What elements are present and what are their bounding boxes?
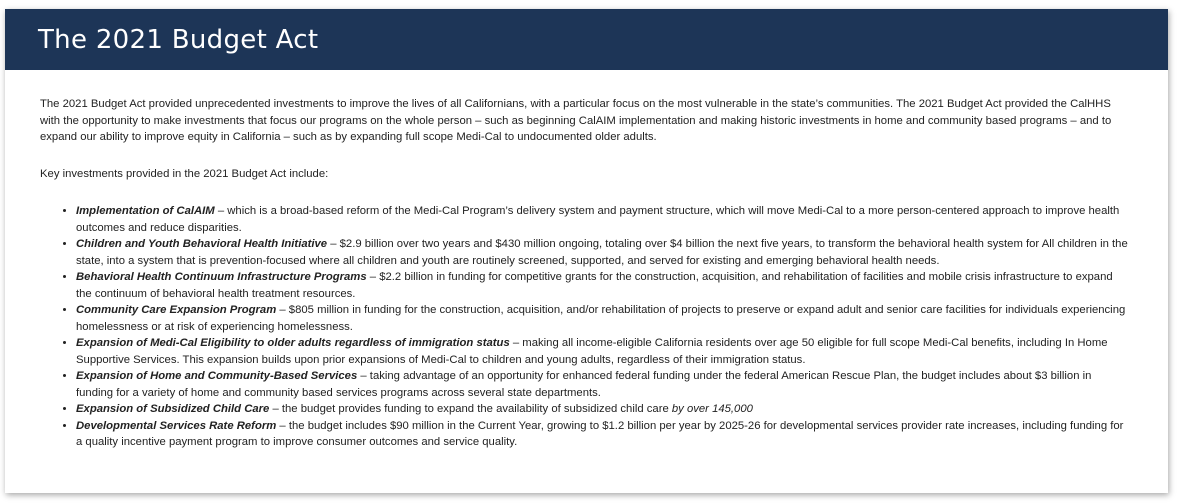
list-item xyxy=(76,401,1128,418)
investment-term: Expansion of Subsidized Child Care xyxy=(76,403,270,415)
investments-list xyxy=(40,203,1128,451)
panel-content xyxy=(5,70,1168,451)
panel-header xyxy=(5,9,1168,70)
investment-text: – $2.2 billion in funding for competitive grants for the construction, acquisition, and rehabilitation of facilities and mobile crisis infrastructure to expand the continuum of behavioral health treatment resources. xyxy=(76,271,1113,300)
investment-text: – which is a broad-based reform of the Medi-Cal Program’s delivery system and payment structure, which will move Medi-Cal to a more person-centered approach to improve health outcomes and reduce disparities. xyxy=(76,205,1120,234)
investment-term: Children and Youth Behavioral Health Initiative xyxy=(76,238,328,250)
list-item xyxy=(76,418,1128,451)
budget-act-panel xyxy=(5,9,1168,493)
list-item xyxy=(76,335,1128,368)
investment-text: – the budget provides funding to expand the availability of subsidized child care xyxy=(269,403,672,415)
list-item xyxy=(76,269,1128,302)
investment-text: – the budget includes $90 million in the Current Year, growing to $1.2 billion per year by 2025-26 for developmental services provider rate increases, including funding for a quality incentive payment program to improve consumer outcomes and service quality. xyxy=(76,419,1124,448)
investment-term: Expansion of Medi-Cal Eligibility to older adults regardless of immigration status xyxy=(76,337,510,349)
investments-lead: Key investments provided in the 2021 Budget Act include: xyxy=(40,167,329,180)
investment-term: Behavioral Health Continuum Infrastructure Programs xyxy=(76,271,367,283)
page-title: The 2021 Budget Act xyxy=(38,24,319,55)
investment-emphasis: by over 145,000 xyxy=(671,403,753,415)
investment-text: – making all income-eligible California residents over age 50 eligible for full scope Medi-Cal benefits, including In Home Supportive Services. This expansion builds upon prior expansions of Medi-Cal to children and young adults, regardless of their immigration status. xyxy=(76,337,1108,366)
intro-paragraph: The 2021 Budget Act provided unprecedented investments to improve the lives of all Californians, with a particular focus on the most vulnerable in the state’s communities. The 2021 Budget Act provided the CalHHS with the opportunity to make investments that focus our programs on the whole person – such as beginning CalAIM implementation and making historic investments in home and community based programs – and to expand our ability to improve equity in California – such as by expanding full scope Medi-Cal to undocumented older adults. xyxy=(40,98,1112,143)
list-item xyxy=(76,203,1128,236)
investment-term: Implementation of CalAIM xyxy=(76,205,215,217)
investment-text: – $805 million in funding for the construction, acquisition, and/or rehabilitation of projects to preserve or expand adult and senior care facilities for individuals experiencing homelessness or at risk of experiencing homelessness. xyxy=(76,304,1126,333)
list-item xyxy=(76,236,1128,269)
list-item xyxy=(76,302,1128,335)
investment-term: Community Care Expansion Program xyxy=(76,304,277,316)
list-item xyxy=(76,368,1128,401)
investment-term: Developmental Services Rate Reform xyxy=(76,419,277,432)
investment-text: – taking advantage of an opportunity for enhanced federal funding under the federal American Rescue Plan, the budget includes about $3 billion in funding for a variety of home and community based services programs across several state departments. xyxy=(76,370,1092,399)
investment-text: – $2.9 billion over two years and $430 million ongoing, totaling over $4 billion the next five years, to transform the behavioral health system for All children in the state, into a system that is prevention-focused where all children and youth are routinely screened, supported, and served for existing and emerging behavioral health needs. xyxy=(76,238,1128,267)
investment-term: Expansion of Home and Community-Based Services xyxy=(76,370,358,382)
